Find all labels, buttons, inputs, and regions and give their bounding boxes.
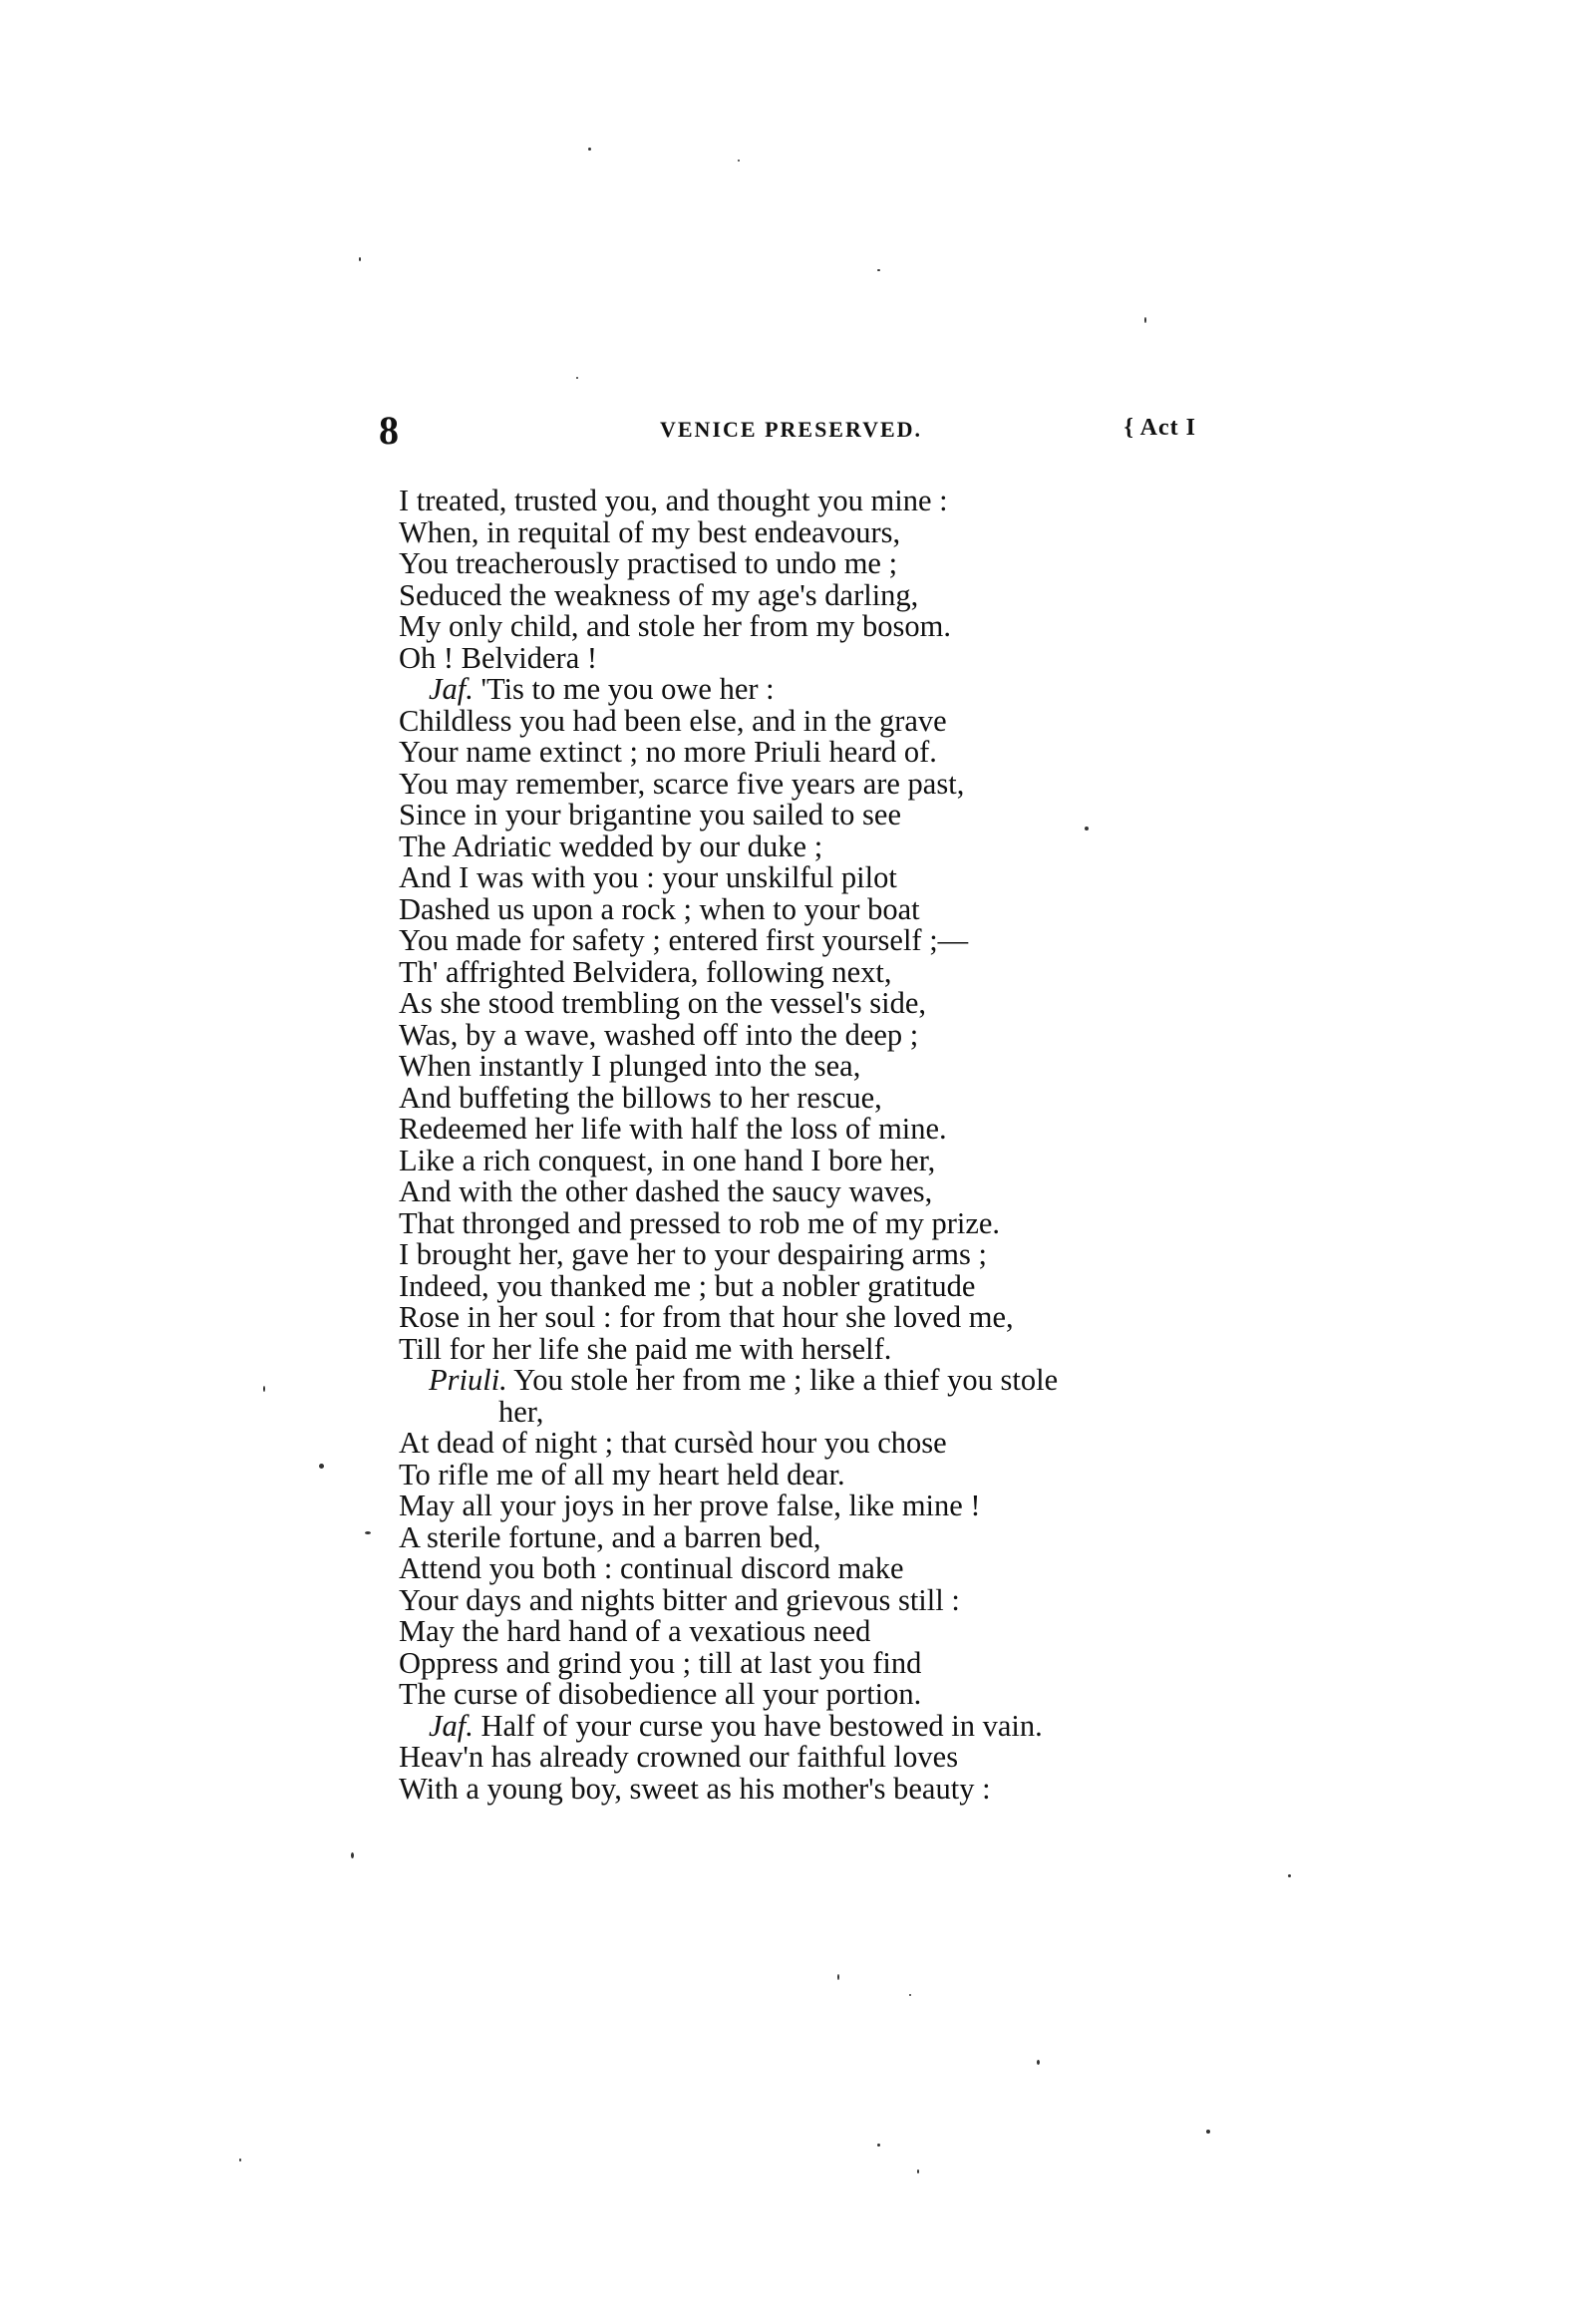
speck (738, 160, 740, 162)
line-text: With a young boy, sweet as his mother's beauty : (399, 1771, 991, 1806)
verse-line (399, 737, 1186, 769)
verse-line (399, 862, 1186, 894)
line-text: My only child, and stole her from my bosom. (399, 609, 952, 643)
verse-line (399, 1268, 1186, 1303)
line-text: Till for her life she paid me with herself. (399, 1331, 892, 1366)
verse-line (399, 548, 1186, 580)
line-text: The curse of disobedience all your portion. (399, 1677, 922, 1711)
verse-line (399, 1176, 1186, 1208)
speck (359, 257, 361, 261)
verse-line (399, 1331, 1186, 1366)
verse-line (399, 1114, 1186, 1146)
verse-line (399, 1017, 1186, 1052)
line-text: May the hard hand of a vexatious need (399, 1614, 871, 1648)
speck (1085, 827, 1089, 830)
speck (319, 1464, 324, 1469)
speck (909, 1994, 911, 1996)
verse-line (399, 1080, 1186, 1115)
speck (588, 148, 591, 151)
line-text: Oppress and grind you ; till at last you find (399, 1645, 922, 1680)
speck (1037, 2060, 1040, 2065)
line-text: May all your joys in her prove false, like mine ! (399, 1489, 981, 1522)
line-text: A sterile fortune, and a barren bed, (399, 1519, 821, 1554)
verse-line (399, 1582, 1186, 1617)
line-text: When instantly I plunged into the sea, (399, 1049, 861, 1083)
verse-line (399, 1679, 1186, 1711)
verse-line (399, 766, 1186, 801)
line-text: As she stood trembling on the vessel's side, (399, 986, 927, 1020)
verse-line (399, 1239, 1186, 1271)
line-text: And I was with you : your unskilful pilot (399, 860, 897, 894)
speck (877, 269, 880, 271)
speaker-name: Priuli. (429, 1363, 507, 1397)
speaker-name: Jaf. (429, 1708, 474, 1743)
speck (576, 377, 578, 379)
act-marker: { Act I (1123, 415, 1196, 441)
line-text: You made for safety ; entered first yourself ;— (399, 923, 969, 957)
line-text: I treated, trusted you, and thought you mine : (399, 484, 948, 517)
speck (351, 1852, 354, 1858)
running-title: VENICE PRESERVED. (660, 417, 923, 442)
line-text: Childless you had been else, and in the grave (399, 703, 947, 738)
verse-line (399, 1143, 1186, 1177)
verse-line (399, 1302, 1186, 1334)
verse-line (399, 703, 1186, 738)
line-text: Redeemed her life with half the loss of mine. (399, 1112, 947, 1146)
verse-line (399, 1708, 1186, 1743)
line-text: Seduced the weakness of my age's darling, (399, 577, 919, 612)
line-text: Half of your curse you have bestowed in vain. (480, 1708, 1043, 1743)
verse-line (399, 891, 1186, 926)
page-header (379, 407, 1196, 457)
speck (263, 1386, 265, 1392)
speck (1144, 317, 1146, 323)
speck (877, 2144, 880, 2147)
line-text: At dead of night ; that cursèd hour you chose (399, 1426, 947, 1460)
verse-line (399, 1457, 1186, 1492)
line-text: The Adriatic wedded by our duke ; (399, 829, 823, 863)
line-text: To rifle me of all my heart held dear. (399, 1457, 845, 1492)
verse-line (399, 1742, 1186, 1774)
verse-line (399, 486, 1186, 517)
line-text: I brought her, gave her to your despairing arms ; (399, 1237, 987, 1271)
verse-line (399, 674, 1186, 706)
verse-line (399, 954, 1186, 989)
line-text: Th' affrighted Belvidera, following next, (399, 954, 892, 989)
line-text: And buffeting the billows to her rescue, (399, 1080, 882, 1115)
verse-line (399, 577, 1186, 612)
line-text: Dashed us upon a rock ; when to your boat (399, 891, 920, 926)
verse-line (399, 1771, 1186, 1806)
line-text: And with the other dashed the saucy waves, (399, 1174, 933, 1208)
speck (917, 2169, 919, 2173)
line-text: Rose in her soul : for from that hour she loved me, (399, 1300, 1014, 1334)
verse-line (399, 1491, 1186, 1522)
line-text: You treacherously practised to undo me ; (399, 546, 898, 580)
speck (837, 1974, 839, 1980)
speaker-name: Jaf. (429, 672, 474, 706)
verse-line (399, 925, 1186, 957)
line-text: You may remember, scarce five years are past, (399, 766, 965, 801)
line-text: Was, by a wave, washed off into the deep ; (399, 1017, 919, 1052)
line-text: 'Tis to me you owe her : (480, 672, 775, 706)
line-text: Indeed, you thanked me ; but a nobler gratitude (399, 1268, 976, 1303)
verse-line (399, 988, 1186, 1020)
verse-line (399, 1365, 1186, 1397)
verse-line (399, 800, 1186, 831)
line-text: Heav'n has already crowned our faithful loves (399, 1740, 959, 1774)
line-text: Oh ! Belvidera ! (399, 640, 598, 675)
speck (1206, 2130, 1210, 2134)
verse-line (399, 1519, 1186, 1554)
verse-line (399, 1645, 1186, 1680)
line-text: When, in requital of my best endeavours, (399, 514, 901, 549)
verse-line (399, 1428, 1186, 1460)
verse-line (399, 831, 1186, 863)
speck (239, 2158, 241, 2161)
verse-line (399, 1553, 1186, 1585)
line-text: her, (498, 1394, 544, 1429)
verse-text (399, 486, 1186, 1805)
line-text: Like a rich conquest, in one hand I bore her, (399, 1143, 936, 1177)
speck (1288, 1874, 1291, 1877)
line-text: You stole her from me ; like a thief you stole (513, 1363, 1059, 1397)
verse-line (399, 611, 1186, 643)
line-text: Your name extinct ; no more Priuli heard of. (399, 735, 937, 769)
verse-line (399, 640, 1186, 675)
verse-line (399, 1205, 1186, 1240)
verse-line (399, 1616, 1186, 1648)
verse-line (399, 1051, 1186, 1083)
line-text: That thronged and pressed to rob me of my prize. (399, 1205, 1001, 1240)
verse-line (399, 514, 1186, 549)
line-text: Since in your brigantine you sailed to see (399, 798, 901, 831)
line-text: Attend you both : continual discord make (399, 1551, 904, 1585)
page-number: 8 (379, 408, 399, 453)
speck (365, 1531, 371, 1534)
verse-line (399, 1394, 1186, 1429)
line-text: Your days and nights bitter and grievous still : (399, 1582, 960, 1617)
